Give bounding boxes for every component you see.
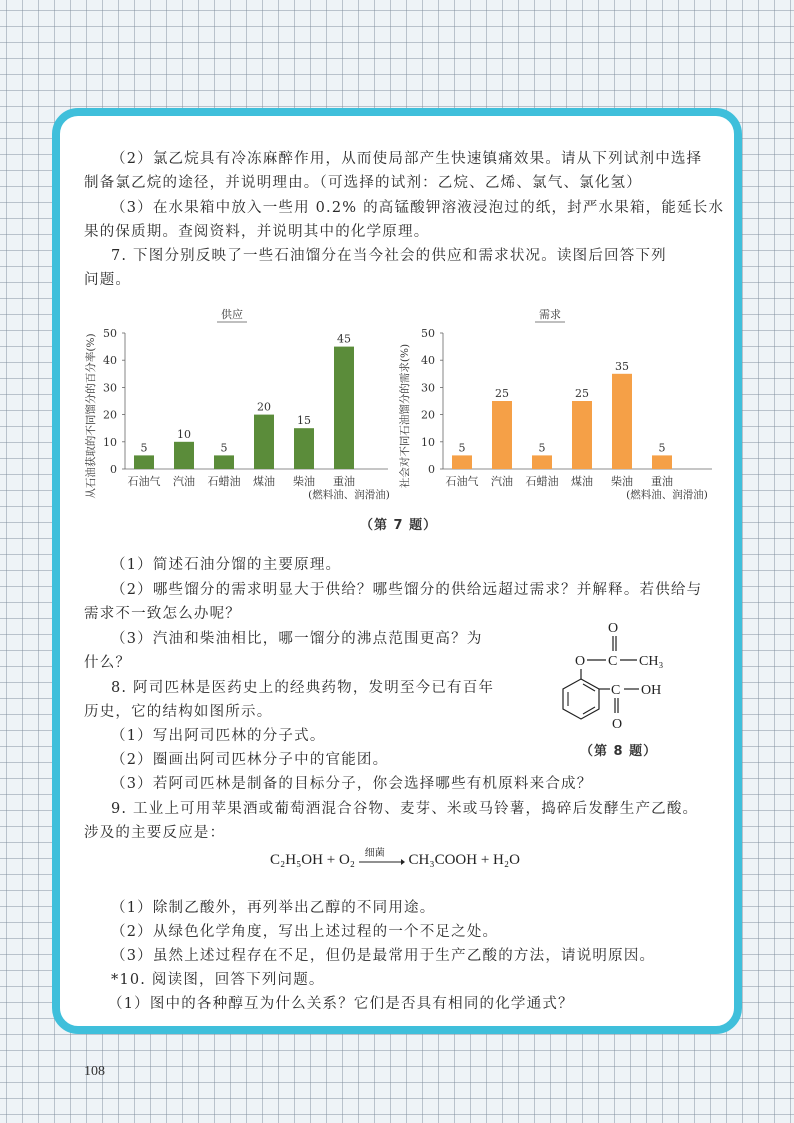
- question-9-2: （2）从绿色化学角度，写出上述过程的一个不足之处。: [111, 924, 499, 940]
- plus-sign: +: [322, 852, 339, 868]
- x-tick-label: 重油: [333, 475, 355, 488]
- reaction-equation: [270, 847, 520, 869]
- atom-ch3: CH₃: [639, 654, 664, 669]
- x-tick-label: 煤油: [571, 475, 593, 488]
- question-8-stem-line-1: 8. 阿司匹林是医药史上的经典药物，发明至今已有百年: [111, 680, 495, 696]
- question-9-stem-line-2: 涉及的主要反应是：: [84, 825, 226, 841]
- bar: [652, 455, 672, 469]
- question-8-2: （2）圈画出阿司匹林分子中的官能团。: [111, 752, 389, 768]
- bar: [214, 455, 234, 469]
- figure-7-caption: （第 7 题）: [360, 518, 438, 533]
- y-tick-label: 50: [421, 327, 435, 340]
- reaction-condition: 细菌: [364, 847, 385, 859]
- question-6-3-line-2: 果的保质期。查阅资料，并说明其中的化学原理。: [84, 224, 430, 240]
- figure-8-caption: （第 8 题）: [580, 744, 658, 759]
- question-7-stem-line-1: 7. 下图分别反映了一些石油馏分在当今社会的供应和需求状况。读图后回答下列: [111, 248, 667, 264]
- question-7-2-line-2: 需求不一致怎么办呢？: [84, 606, 241, 622]
- atom-c-ester: C: [608, 654, 618, 669]
- bar: [452, 455, 472, 469]
- question-7-stem-line-2: 问题。: [84, 272, 132, 288]
- chart-svg: [396, 300, 716, 505]
- y-tick-label: 10: [421, 435, 435, 449]
- x-tick-label: 汽油: [491, 475, 513, 488]
- reactant-oxygen: O₂: [338, 852, 355, 868]
- bar-value-label: 20: [257, 400, 271, 414]
- question-8-3: （3）若阿司匹林是制备的目标分子，你会选择哪些有机原料来合成？: [111, 776, 593, 792]
- x-tick-label: 柴油: [611, 475, 633, 488]
- bar-value-label: 5: [458, 441, 466, 455]
- atom-o-bottom: O: [612, 717, 623, 732]
- question-9-1: （1）除制乙酸外，再列举出乙醇的不同用途。: [111, 900, 436, 916]
- bar-value-label: 10: [177, 427, 191, 441]
- plus-sign: +: [477, 852, 494, 868]
- x-tick-label: 柴油: [293, 475, 315, 488]
- bar-value-label: 25: [575, 387, 589, 400]
- atom-o-top: O: [608, 621, 619, 636]
- arrow-icon: [359, 856, 405, 870]
- bar-value-label: 5: [538, 441, 546, 455]
- question-10-1: （1）图中的各种醇互为什么关系？它们是否具有相同的化学通式？: [108, 996, 574, 1012]
- atom-oh: OH: [641, 683, 662, 698]
- question-10-stem: *10. 阅读图，回答下列问题。: [111, 972, 325, 988]
- chart-title: 供应: [221, 308, 243, 321]
- y-tick-label: 20: [103, 408, 117, 422]
- page-number: 108: [84, 1064, 105, 1079]
- y-tick-label: 40: [103, 354, 117, 368]
- bar-value-label: 25: [495, 387, 509, 400]
- question-7-3-line-1: （3）汽油和柴油相比，哪一馏分的沸点范围更高？为: [111, 631, 483, 647]
- y-tick-label: 50: [103, 327, 117, 340]
- question-7-3-line-2: 什么？: [84, 655, 132, 671]
- bar: [532, 455, 552, 469]
- x-tick-label: 石蜡油: [525, 475, 559, 488]
- y-tick-label: 0: [428, 463, 435, 476]
- bar-value-label: 5: [220, 441, 228, 455]
- supply-bar-chart: [82, 300, 392, 505]
- bar: [492, 401, 512, 469]
- aspirin-structure-diagram: [555, 615, 715, 740]
- y-axis-label: 社会对不同石油馏分的需求(%): [399, 343, 411, 489]
- atom-c-acid: C: [611, 683, 621, 698]
- x-tick-label: 汽油: [173, 475, 195, 488]
- x-tick-label: 石油气: [445, 475, 479, 488]
- question-8-stem-line-2: 历史，它的结构如图所示。: [84, 704, 273, 720]
- y-tick-label: 30: [421, 381, 435, 395]
- product-acetic-acid: CH₃COOH: [408, 852, 478, 868]
- bar-value-label: 5: [140, 441, 148, 455]
- question-9-3: （3）虽然上述过程存在不足，但仍是最常用于生产乙酸的方法，请说明原因。: [111, 948, 656, 964]
- bar: [174, 442, 194, 469]
- question-6-2-line-1: （2）氯乙烷具有冷冻麻醉作用，从而使局部产生快速镇痛效果。请从下列试剂中选择: [111, 151, 703, 167]
- question-6-3-line-1: （3）在水果箱中放入一些用 0.2% 的高锰酸钾溶液浸泡过的纸，封严水果箱，能延长水: [111, 200, 725, 216]
- category-note: (燃料油、润滑油): [308, 489, 390, 501]
- x-tick-label: 煤油: [253, 475, 275, 488]
- bar: [612, 374, 632, 469]
- y-tick-label: 0: [110, 463, 117, 476]
- bar: [334, 347, 354, 469]
- bar: [572, 401, 592, 469]
- category-note: (燃料油、润滑油): [626, 489, 708, 501]
- bar: [294, 428, 314, 469]
- atom-o-ester: O: [575, 654, 586, 669]
- y-tick-label: 20: [421, 408, 435, 422]
- reactant-ethanol: C₂H₅OH: [270, 852, 323, 868]
- chart-svg: [82, 300, 392, 505]
- question-7-2-line-1: （2）哪些馏分的需求明显大于供给？哪些馏分的供给远超过需求？并解释。若供给与: [111, 582, 703, 598]
- question-6-2-line-2: 制备氯乙烷的途径，并说明理由。（可选择的试剂：乙烷、乙烯、氯气、氯化氢）: [84, 175, 642, 191]
- demand-bar-chart: [396, 300, 716, 505]
- bar-value-label: 45: [337, 332, 351, 346]
- bar: [254, 415, 274, 469]
- y-tick-label: 40: [421, 354, 435, 368]
- y-axis-label: 从石油获取的不同馏分的百分率(%): [85, 333, 97, 499]
- x-tick-label: 石油气: [127, 475, 161, 488]
- bar: [134, 455, 154, 469]
- bar-value-label: 5: [658, 441, 666, 455]
- chart-title: 需求: [539, 308, 561, 321]
- y-tick-label: 30: [103, 381, 117, 395]
- bar-value-label: 35: [615, 359, 629, 373]
- x-tick-label: 重油: [651, 475, 673, 488]
- question-8-1: （1）写出阿司匹林的分子式。: [111, 728, 326, 744]
- x-tick-label: 石蜡油: [207, 475, 241, 488]
- question-9-stem-line-1: 9. 工业上可用苹果酒或葡萄酒混合谷物、麦芽、米或马铃薯，捣碎后发酵生产乙酸。: [111, 801, 699, 817]
- y-tick-label: 10: [103, 435, 117, 449]
- product-water: H₂O: [493, 852, 520, 868]
- reaction-arrow: [359, 847, 405, 868]
- bar-value-label: 15: [297, 414, 311, 428]
- question-7-1: （1）简述石油分馏的主要原理。: [111, 557, 342, 573]
